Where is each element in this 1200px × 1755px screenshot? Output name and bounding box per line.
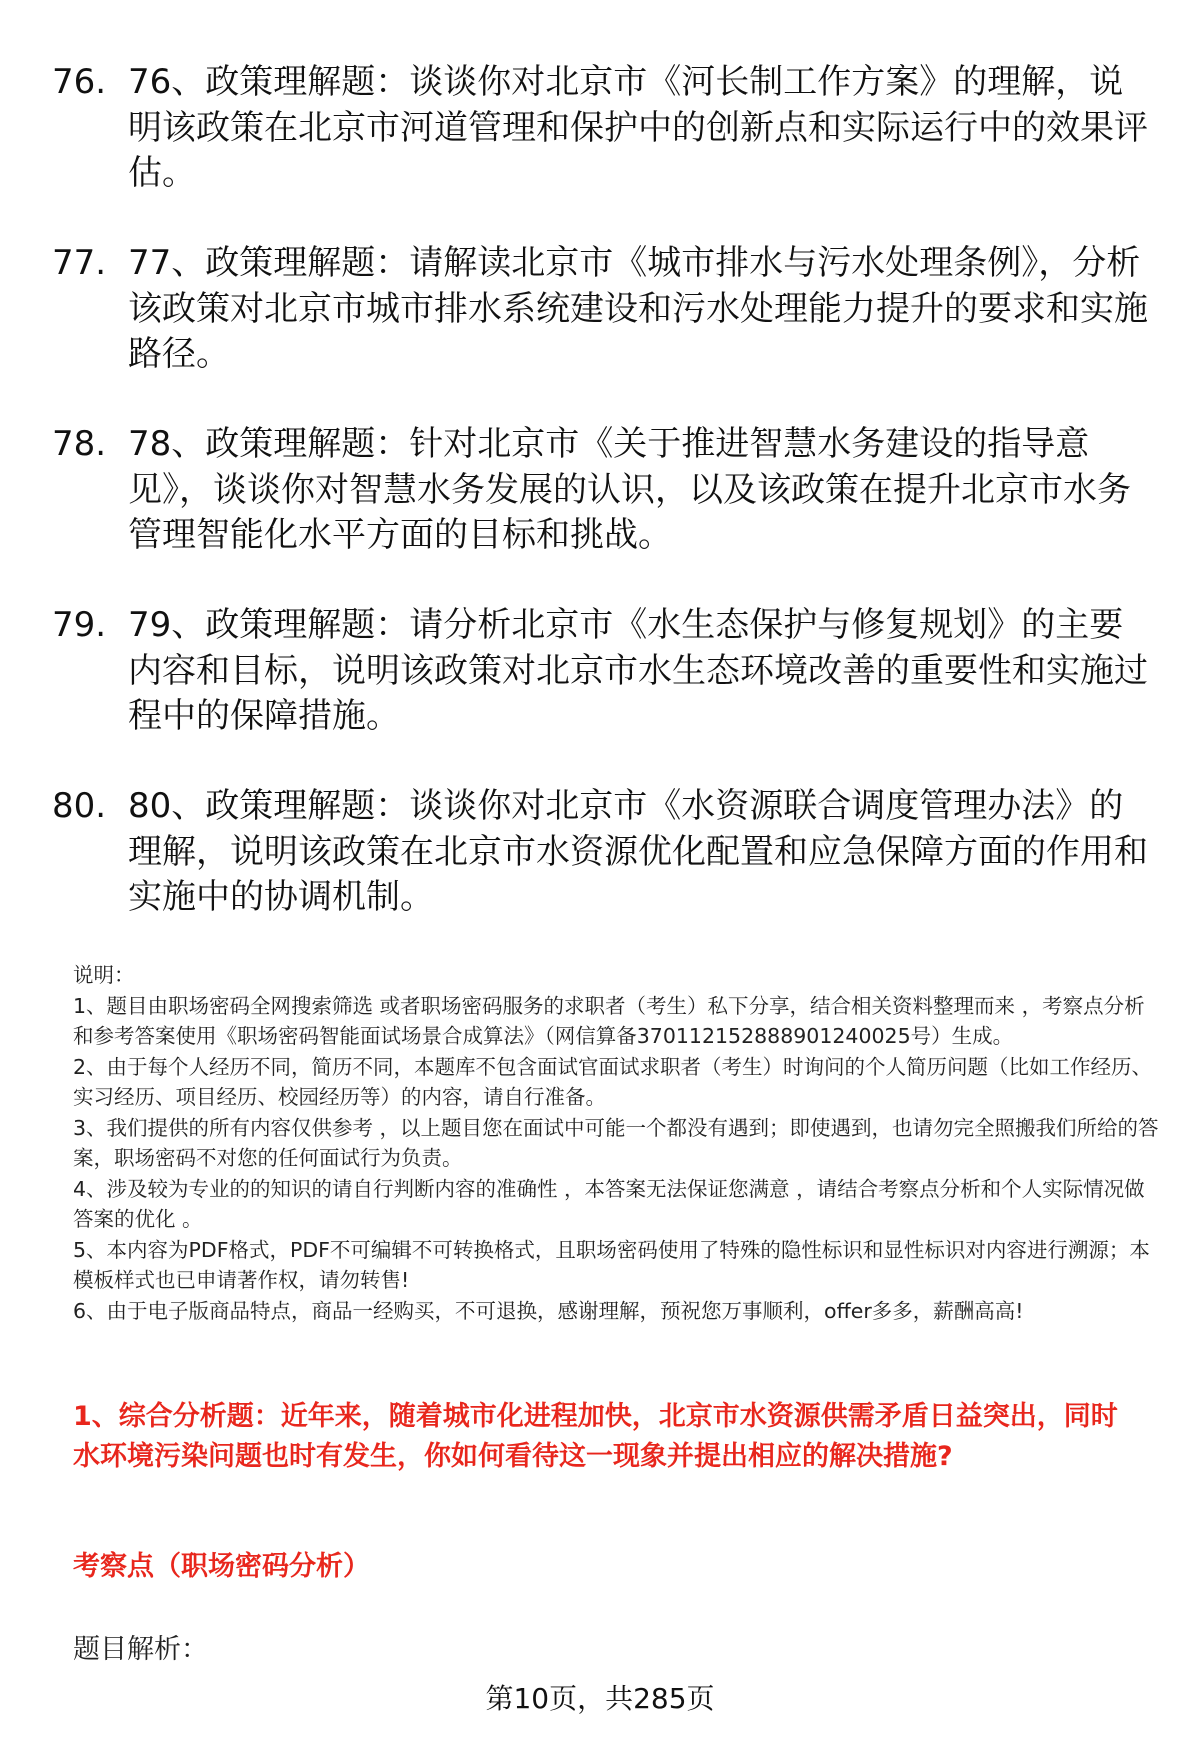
note-item: 4、涉及较为专业的的知识的请自行判断内容的准确性 ，本答案无法保证您满意 ，请结合考察点分析和个人实际情况做答案的优化 。 — [73, 1176, 1145, 1231]
note-item: 3、我们提供的所有内容仅供参考 ，以上题目您在面试中可能一个都没有遇到；即使遇到，也请勿完全照搬我们所给的答案，职场密码不对您的任何面试行为负责。 — [73, 1115, 1159, 1170]
note-item: 5、本内容为PDF格式，PDF不可编辑不可转换格式，且职场密码使用了特殊的隐性标识和显性标识对内容进行溯源；本模板样式也已申请著作权，请勿转售! — [73, 1237, 1150, 1292]
list-number: 78. — [52, 424, 107, 464]
note-item: 2、由于每个人经历不同，简历不同，本题库不包含面试官面试求职者（考生）时询问的个人简历问题（比如工作经历、实习经历、项目经历、校园经历等）的内容，请自行准备。 — [73, 1054, 1153, 1109]
question-text: 77、政策理解题：请解读北京市《城市排水与污水处理条例》，分析该政策对北京市城市排水系统建设和污水处理能力提升的要求和实施路径。 — [128, 243, 1148, 374]
note-item: 6、由于电子版商品特点，商品一经购买，不可退换，感谢理解，预祝您万事顺利，offer多多，薪酬高高! — [73, 1298, 1024, 1323]
question-heading: 1、综合分析题：近年来，随着城市化进程加快，北京市水资源供需矛盾日益突出，同时水环境污染问题也时有发生，你如何看待这一现象并提出相应的解决措施? — [73, 1401, 1118, 1472]
list-number: 76. — [52, 62, 107, 102]
list-number: 77. — [52, 243, 107, 283]
question-text: 80、政策理解题：谈谈你对北京市《水资源联合调度管理办法》的理解，说明该政策在北京市水资源优化配置和应急保障方面的作用和实施中的协调机制。 — [128, 786, 1148, 917]
page-footer: 第10页，共285页 — [485, 1682, 715, 1715]
note-item: 1、题目由职场密码全网搜索筛选 或者职场密码服务的求职者（考生）私下分享，结合相关资料整理而来 ，考察点分析和参考答案使用《职场密码智能面试场景合成算法》（网信算备370112152888901240025号）生成。 — [73, 993, 1145, 1048]
disclaimer-notes — [73, 960, 1163, 1326]
exam-point-heading: 考察点（职场密码分析） — [73, 1551, 370, 1582]
question-text: 78、政策理解题：针对北京市《关于推进智慧水务建设的指导意见》，谈谈你对智慧水务发展的认识，以及该政策在提升北京市水务管理智能化水平方面的目标和挑战。 — [128, 424, 1131, 555]
list-number: 79. — [52, 605, 107, 645]
list-number: 80. — [52, 786, 107, 826]
notes-title: 说明： — [73, 963, 135, 987]
analysis-label: 题目解析： — [73, 1634, 208, 1665]
question-text: 76、政策理解题：谈谈你对北京市《河长制工作方案》的理解，说明该政策在北京市河道管理和保护中的创新点和实际运行中的效果评估。 — [128, 62, 1148, 193]
question-text: 79、政策理解题：请分析北京市《水生态保护与修复规划》的主要内容和目标，说明该政策对北京市水生态环境改善的重要性和实施过程中的保障措施。 — [128, 605, 1148, 736]
